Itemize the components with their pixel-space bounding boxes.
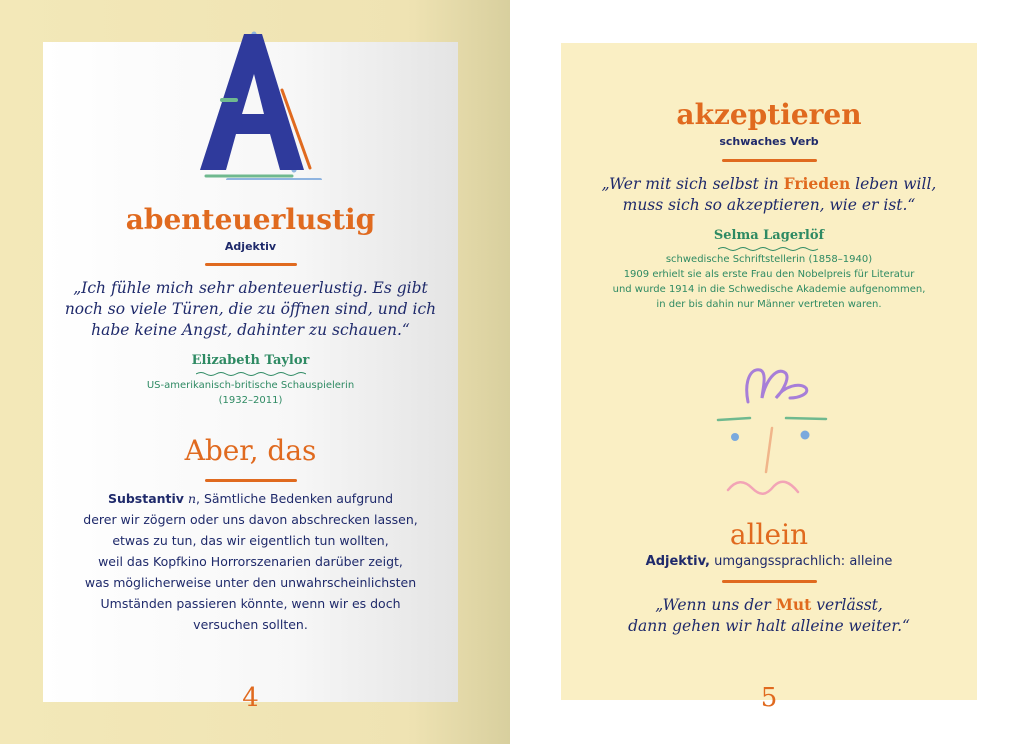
headword-abenteuerlustig: abenteuerlustig bbox=[125, 203, 376, 236]
divider-bar bbox=[205, 263, 297, 266]
headword-akzeptieren: akzeptieren bbox=[676, 98, 862, 131]
quote-lagerloef: „Wer mit sich selbst in Frieden leben will, muss sich so akzeptieren, wie er ist.“ bbox=[601, 174, 937, 214]
sad-face-illustration bbox=[710, 362, 835, 502]
initial-letter-a-illustration bbox=[192, 30, 332, 180]
author-name: Selma Lagerlöf bbox=[713, 228, 825, 243]
author-note: schwedische Schriftstellerin (1858–1940) 1909 erhielt sie als erste Frau den Nobelpreis für Literatur und wurde 1914 in die Schwedische Akademie aufgenommen, in der bis dahin nur Männer vertreten waren. bbox=[612, 254, 926, 310]
wavy-underline bbox=[196, 371, 306, 377]
part-of-speech: schwaches Verb bbox=[719, 135, 819, 148]
divider-bar bbox=[722, 580, 817, 583]
author-note: US-amerikanisch-britische Schauspielerin (1932–2011) bbox=[146, 380, 355, 406]
headword-allein: allein bbox=[729, 518, 809, 551]
divider-bar bbox=[722, 159, 817, 162]
definition-aber-das: Substantiv n, Sämtliche Bedenken aufgrund derer wir zögern oder uns davon abschrecken lassen, etwas zu tun, das wir eigentlich tun wollten, weil das Kopfkino Horrorszenarien darüber zeigt, was möglicherweise unter den unwahrscheinlichsten Umständen passieren könnte, wenn wir es doch versuchen sollten. bbox=[83, 491, 418, 632]
part-of-speech-allein: Adjektiv, umgangssprachlich: alleine bbox=[645, 554, 893, 569]
quote-taylor: „Ich fühle mich sehr abenteuerlustig. Es gibt noch so viele Türen, die zu öffnen sind, und ich habe keine Angst, dahinter zu schauen.“ bbox=[64, 279, 437, 339]
page-number-left: 4 bbox=[242, 683, 259, 713]
quote-allein: „Wenn uns der Mut verlässt, dann gehen wir halt alleine weiter.“ bbox=[628, 595, 910, 635]
headword-aber-das: Aber, das bbox=[184, 434, 317, 467]
author-name: Elizabeth Taylor bbox=[191, 353, 310, 368]
part-of-speech: Adjektiv bbox=[224, 240, 277, 253]
divider-bar bbox=[205, 479, 297, 482]
page-number-right: 5 bbox=[760, 683, 778, 713]
